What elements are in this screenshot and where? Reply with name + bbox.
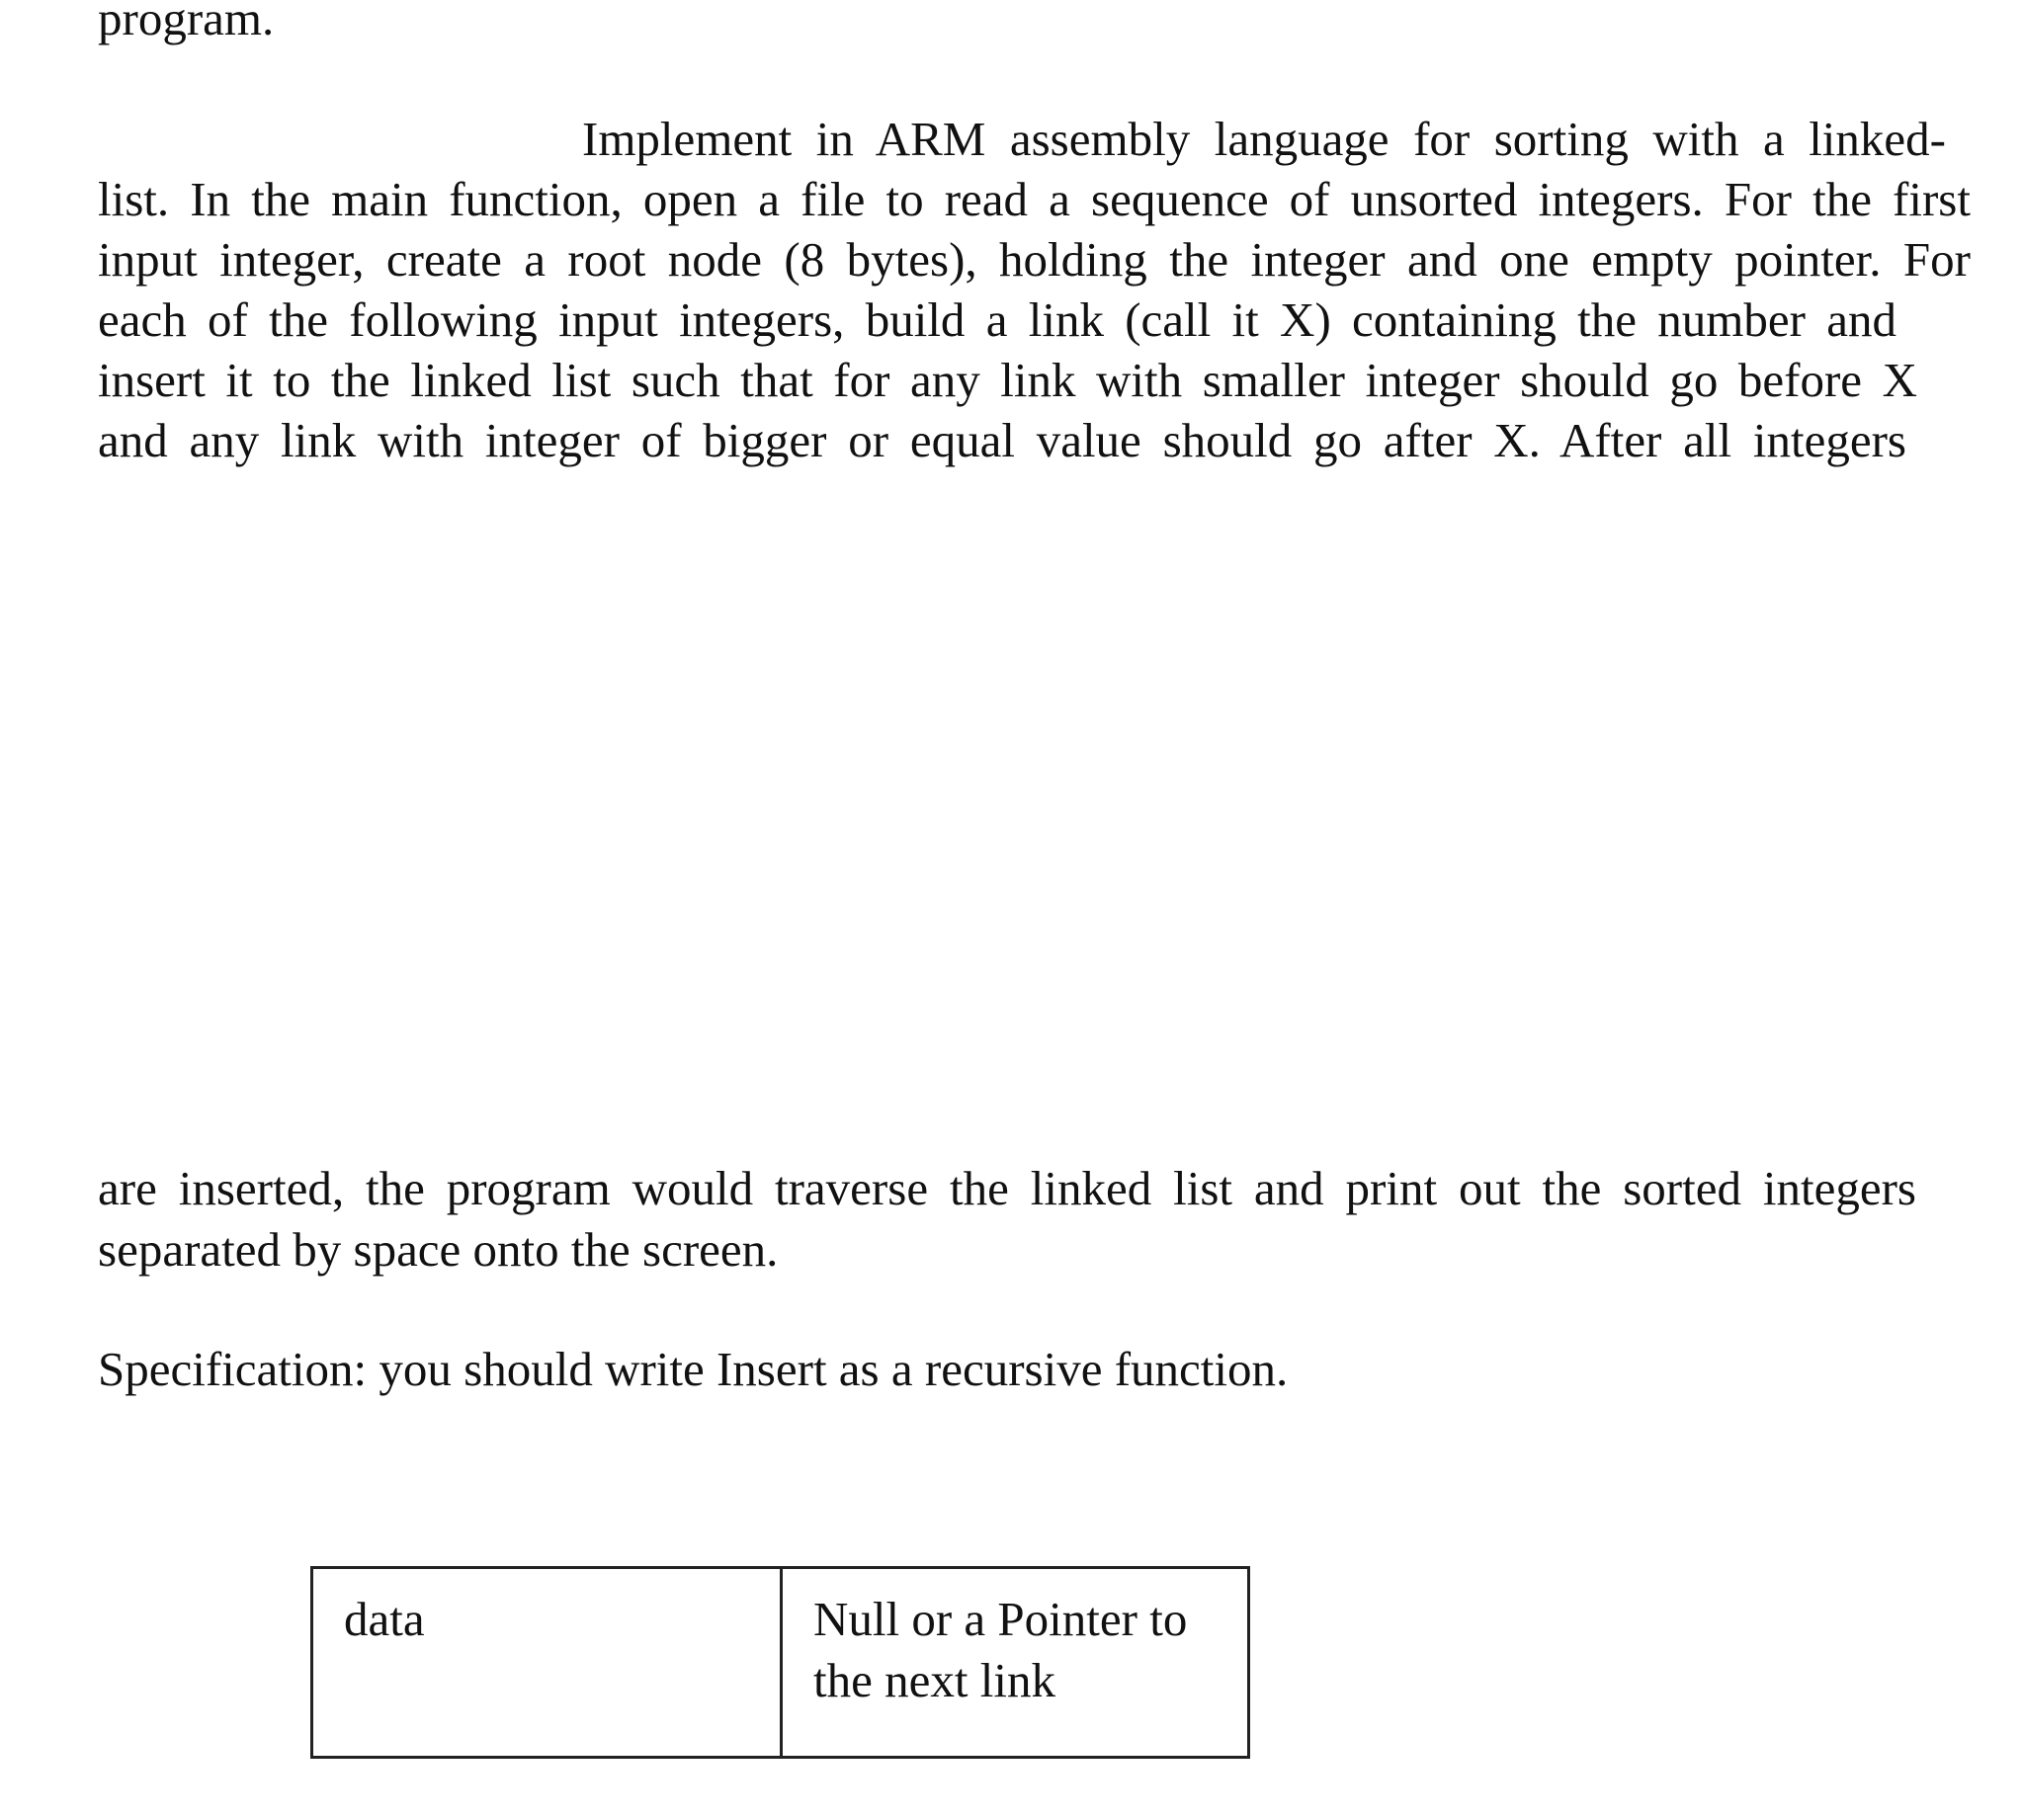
paragraph-line: are inserted, the program would traverse the linked list and print out the sorted integers <box>98 1161 1916 1215</box>
paragraph-line: each of the following input integers, build a link (call it X) containing the number and <box>98 292 1896 347</box>
paragraph-last-line: separated by space onto the screen. <box>98 1222 779 1277</box>
paragraph-first-line: Implement in ARM assembly language for sorting with a linked- <box>582 112 1946 166</box>
paragraph-line: list. In the main function, open a file to read a sequence of unsorted integers. For the first <box>98 172 1971 226</box>
paragraph-line: insert it to the linked list such that for any link with smaller integer should go before X <box>98 353 1917 407</box>
text-line-program: program. <box>98 0 275 45</box>
node-pointer-cell: Null or a Pointer to the next link <box>813 1592 1188 1707</box>
linked-list-node-diagram <box>310 1566 1250 1759</box>
specification-text: Specification: you should write Insert as a recursive function. <box>98 1342 1289 1396</box>
paragraph-line: input integer, create a root node (8 bytes), holding the integer and one empty pointer. For <box>98 232 1971 287</box>
paragraph-line: and any link with integer of bigger or equal value should go after X. After all integers <box>98 413 1906 467</box>
node-data-cell: data <box>313 1569 783 1756</box>
